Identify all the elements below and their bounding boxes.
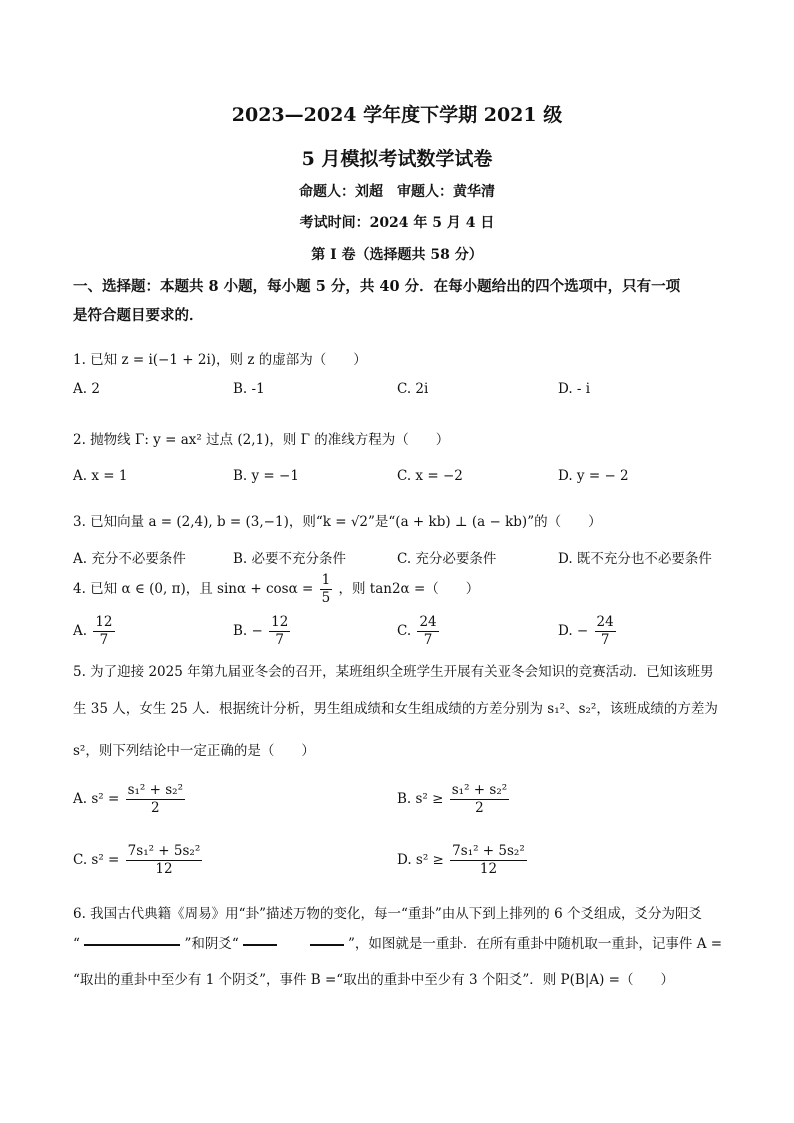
q5-option-a-label: A. s² = [73,791,120,807]
q4-option-c [397,614,441,649]
exam-title-line2: 5 月模拟考试数学试卷 [301,148,493,170]
q6-open-quote: “ [73,936,80,952]
q4-option-d-label: D. − [558,623,589,639]
q5-option-d-denominator: 12 [479,861,498,877]
exam-title-line1: 2023—2024 学年度下学期 2021 级 [231,104,563,126]
q5-option-c-denominator: 12 [155,861,173,877]
q5-option-a [73,782,187,817]
q4-option-b-label: B. − [233,623,263,639]
yin-yao-right-segment-icon [310,944,344,946]
q5-option-b [397,782,511,817]
q5-option-a-denominator: 2 [150,800,160,816]
q4-option-d [558,614,618,649]
q2-option-a: A. x = 1 [73,468,128,484]
q2-option-c: C. x = −2 [397,468,463,484]
q5-option-b-numerator: s₁² + s₂² [451,782,508,798]
q4-option-b-fraction [269,614,290,649]
q6-stem-line1: 6. 我国古代典籍《周易》用“卦”描述万物的变化，每一“重卦”由从下到上排列的 6 个爻组成，爻分为阳爻 [73,906,702,922]
q5-option-a-numerator: s₁² + s₂² [127,782,183,798]
q6-mid-text: ”和阴爻“ [184,936,239,952]
q4-stem [73,572,479,607]
q4-stem-denominator: 5 [321,590,331,606]
yin-yao-left-segment-icon [243,944,277,946]
q5-option-b-label: B. s² ≥ [397,791,444,807]
q1-option-c: C. 2i [397,381,429,397]
q5-stem-line1: 5. 为了迎接 2025 年第九届亚冬会的召开，某班组织全班学生开展有关亚冬会知识的竞赛活动．已知该班男 [73,664,714,680]
q5-option-c-label: C. s² = [73,852,120,868]
q1-option-d: D. - i [558,381,591,397]
q3-option-b: B. 必要不充分条件 [233,551,347,567]
q4-option-b-denominator: 7 [275,632,285,648]
q6-stem-line3: “取出的重卦中至少有 1 个阴爻”，事件 B =“取出的重卦中至少有 3 个阳爻”．则 P(B|A) =（ ） [73,972,674,988]
q4-stem-numerator: 1 [321,572,331,588]
q4-option-a-numerator: 12 [95,614,113,630]
q3-option-a: A. 充分不必要条件 [73,551,186,567]
q2-stem: 2. 抛物线 Γ: y = ax² 过点 (2,1)，则 Γ 的准线方程为（ ） [73,432,450,448]
q3-stem: 3. 已知向量 a = (2,4), b = (3,−1)，则“k = √2”是“(a + kb) ⊥ (a − kb)”的（ ） [73,514,602,530]
q4-option-a-label: A. [73,623,88,639]
q1-option-a: A. 2 [73,381,100,397]
yang-yao-line-icon [84,944,180,946]
q5-option-c [73,843,204,878]
q5-option-d-fraction [450,843,527,878]
q4-option-d-fraction [595,614,616,649]
q5-stem-line3: s²，则下列结论中一定正确的是（ ） [73,743,315,759]
q4-option-a [73,614,117,649]
q2-option-d: D. y = − 2 [558,468,629,484]
q1-option-b: B. -1 [233,381,265,397]
q4-stem-fraction [320,572,333,607]
q4-option-c-label: C. [397,623,412,639]
exam-authors: 命题人：刘超 审题人：黄华清 [299,184,495,200]
q5-option-b-fraction [450,782,509,817]
q1-stem: 1. 已知 z = i(−1 + 2i)，则 z 的虚部为（ ） [73,352,367,368]
q4-option-a-fraction [93,614,114,649]
q4-option-c-denominator: 7 [423,632,433,648]
q4-option-d-denominator: 7 [600,632,610,648]
q4-option-c-fraction [417,614,438,649]
q4-option-c-numerator: 24 [419,614,437,630]
volume-heading: 第 I 卷（选择题共 58 分） [311,247,483,263]
q3-option-d: D. 既不充分也不必要条件 [558,551,712,567]
section1-instructions-line2: 是符合题目要求的． [73,307,204,324]
q5-option-b-denominator: 2 [475,800,484,816]
q4-stem-text-a: 4. 已知 α ∈ (0, π)，且 sinα + cosα = [73,581,314,597]
q4-option-b-numerator: 12 [271,614,289,630]
q6-end-text: ”，如图就是一重卦．在所有重卦中随机取一重卦，记事件 A = [348,936,723,952]
q5-option-c-fraction [126,843,203,878]
q5-option-d-label: D. s² ≥ [397,852,444,868]
q5-option-c-numerator: 7s₁² + 5s₂² [127,843,201,859]
exam-time: 考试时间：2024 年 5 月 4 日 [299,215,495,231]
q3-option-c: C. 充分必要条件 [397,551,497,567]
q6-stem-line2 [73,932,722,952]
section1-instructions-line1: 一、选择题：本题共 8 小题，每小题 5 分，共 40 分．在每小题给出的四个选项中，只有一项 [73,278,681,295]
q5-option-d-numerator: 7s₁² + 5s₂² [452,843,525,859]
q5-option-d [397,843,529,878]
q5-option-a-fraction [126,782,185,817]
q5-stem-line2: 生 35 人，女生 25 人．根据统计分析，男生组成绩和女生组成绩的方差分别为 s₁²、s₂²，该班成绩的方差为 [73,701,718,717]
q4-option-a-denominator: 7 [99,632,109,648]
q4-option-b [233,614,292,649]
q4-stem-text-b: ，则 tan2α =（ ） [338,581,480,597]
q4-option-d-numerator: 24 [596,614,614,630]
q2-option-b: B. y = −1 [233,468,299,484]
